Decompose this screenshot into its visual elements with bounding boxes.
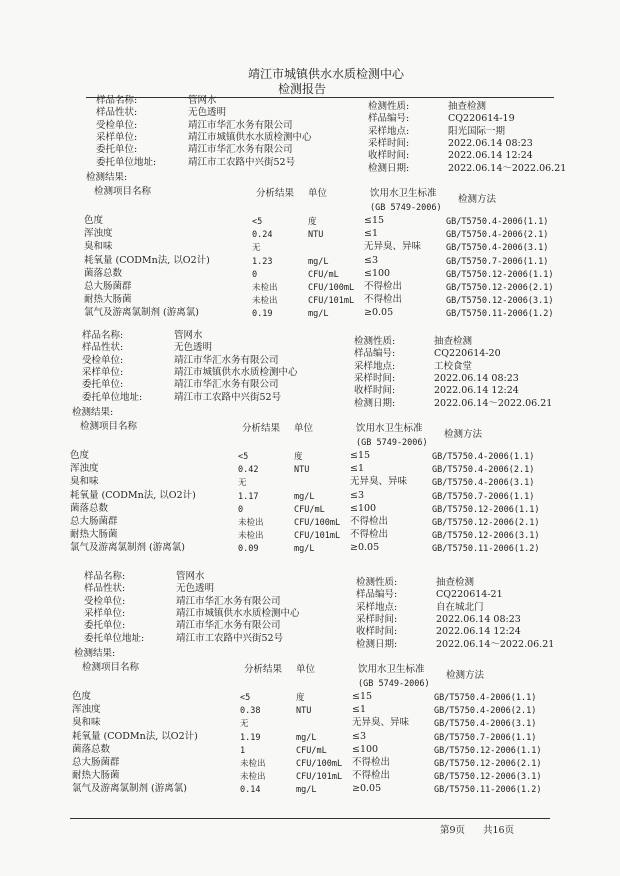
standard-code: (GB 5749-2006) [356, 438, 428, 448]
result-header: 分析结果 [242, 423, 281, 434]
sample-place: 自在城北门 [436, 601, 484, 613]
result-method: GB/T5750.12-2006(3.1) [446, 296, 554, 307]
result-method: GB/T5750.7-2006(1.1) [434, 732, 537, 743]
result-item: 耗氧量 (CODMn法, 以O2计) [72, 730, 198, 742]
unit-header: 单位 [294, 423, 314, 434]
result-item: 浑浊度 [70, 463, 99, 475]
sample-check-type: 抽查检测 [436, 577, 475, 588]
result-unit: NTU [294, 465, 310, 476]
result-method: GB/T5750.12-2006(2.1) [432, 518, 540, 528]
result-item: 浑浊度 [72, 704, 101, 716]
label-sample-no: 样品编号: [354, 348, 396, 360]
result-item: 氯气及游离氯制剂 (游离氯) [84, 307, 199, 319]
result-unit: mg/L [294, 491, 315, 502]
label-test-date: 检测日期: [368, 162, 410, 174]
result-item: 色度 [84, 215, 104, 226]
label-receiver: 受检单位: [96, 119, 138, 131]
label-receive-time: 收样时间: [356, 626, 398, 638]
result-standard: 不得检出 [364, 281, 403, 292]
result-method: GB/T5750.4-2006(3.1) [434, 719, 537, 730]
result-method: GB/T5750.4-2006(1.1) [432, 452, 535, 462]
result-item: 臭和味 [84, 241, 113, 253]
item-name-header: 检测项目名称 [80, 421, 138, 432]
sample-name: 管网水 [174, 330, 203, 341]
item-name-header: 检测项目名称 [94, 186, 152, 197]
label-sample-name: 样品名称: [84, 571, 126, 582]
result-value: <5 [238, 452, 249, 462]
result-item: 耐热大肠菌 [72, 770, 120, 782]
result-unit: NTU [308, 230, 324, 241]
label-sample-name: 样品名称: [96, 95, 138, 106]
result-item: 耗氧量 (CODMn法, 以O2计) [84, 254, 210, 266]
label-check-type: 检测性质: [368, 101, 410, 112]
result-standard: ≤100 [364, 267, 391, 279]
sample-props: 无色透明 [188, 107, 227, 119]
label-sample-props: 样品性状: [82, 342, 124, 354]
sample-test-date: 2022.06.14～2022.06.21 [448, 162, 567, 174]
result-header: 分析结果 [244, 664, 283, 675]
result-standard: 无异臭、异味 [364, 241, 422, 253]
label-test-date: 检测日期: [354, 397, 396, 409]
label-receive-time: 收样时间: [354, 385, 396, 397]
result-standard: ≤100 [352, 743, 379, 755]
result-unit: CFU/100mL [294, 518, 341, 528]
label-receive-time: 收样时间: [368, 150, 410, 162]
sample-test-date: 2022.06.14～2022.06.21 [436, 638, 555, 650]
results-heading: 检测结果: [86, 172, 128, 183]
sample-no: CQ220614-20 [434, 348, 501, 360]
result-value: 1 [240, 745, 246, 756]
result-value: 0.24 [252, 230, 273, 241]
result-value: 未检出 [240, 772, 266, 783]
sample-commissioner: 靖江市华汇水务有限公司 [176, 620, 281, 632]
footer-rule [70, 818, 550, 819]
result-value: 未检出 [252, 296, 278, 307]
result-unit: 度 [296, 693, 305, 703]
label-commissioner-addr: 委托单位地址: [84, 632, 145, 644]
result-value: 1.19 [240, 732, 261, 743]
result-value: 未检出 [238, 518, 264, 528]
result-method: GB/T5750.4-2006(3.1) [446, 243, 549, 254]
label-commissioner-addr: 委托单位地址: [96, 156, 157, 168]
standard-header: 饮用水卫生标准 [370, 188, 437, 199]
sample-no: CQ220614-21 [436, 589, 503, 601]
item-name-header: 检测项目名称 [82, 662, 140, 673]
result-value: 无 [252, 243, 261, 254]
result-standard: 无异臭、异味 [352, 717, 410, 729]
label-commissioner: 委托单位: [96, 144, 138, 156]
method-header: 检测方法 [444, 429, 483, 440]
result-value: 0.38 [240, 706, 261, 717]
result-value: 无 [240, 719, 249, 730]
result-value: 0.19 [252, 309, 273, 320]
result-method: GB/T5750.12-2006(2.1) [434, 759, 542, 769]
sample-check-type: 抽查检测 [434, 336, 473, 347]
result-method: GB/T5750.4-2006(2.1) [434, 706, 537, 717]
sample-receive-time: 2022.06.14 12:24 [448, 150, 533, 162]
standard-header: 饮用水卫生标准 [358, 664, 425, 675]
result-method: GB/T5750.7-2006(1.1) [432, 491, 535, 502]
result-method: GB/T5750.12-2006(1.1) [446, 269, 554, 280]
result-unit: mg/L [294, 544, 315, 555]
result-unit: mg/L [308, 256, 329, 267]
result-method: GB/T5750.4-2006(2.1) [446, 230, 549, 241]
result-unit: mg/L [296, 732, 317, 743]
result-standard: ≤100 [350, 502, 377, 514]
result-method: GB/T5750.12-2006(1.1) [432, 504, 540, 515]
method-header: 检测方法 [458, 194, 497, 205]
result-standard: ≤15 [350, 450, 371, 461]
sample-receive-time: 2022.06.14 12:24 [436, 626, 521, 638]
label-receiver: 受检单位: [82, 354, 124, 366]
result-value: 1.17 [238, 491, 259, 502]
label-commissioner: 委托单位: [82, 379, 124, 391]
label-sample-place: 采样地点: [354, 360, 396, 372]
result-method: GB/T5750.12-2006(2.1) [446, 283, 554, 293]
result-standard: ≤1 [364, 228, 379, 240]
label-sample-no: 样品编号: [356, 589, 398, 601]
result-unit: 度 [294, 452, 303, 462]
result-item: 臭和味 [72, 717, 101, 729]
standard-code: (GB 5749-2006) [370, 203, 442, 213]
result-standard: 不得检出 [364, 294, 403, 306]
label-sample-time: 采样时间: [368, 137, 410, 149]
standard-code: (GB 5749-2006) [358, 679, 430, 689]
unit-header: 单位 [308, 188, 328, 199]
sample-address: 靖江市工农路中兴街52号 [176, 632, 284, 644]
result-item: 菌落总数 [84, 267, 123, 279]
sample-commissioner: 靖江市华汇水务有限公司 [188, 144, 293, 156]
sample-commissioner: 靖江市华汇水务有限公司 [174, 379, 279, 391]
result-unit: CFU/100mL [308, 283, 355, 293]
result-value: 未检出 [252, 283, 278, 293]
sample-props: 无色透明 [176, 583, 215, 595]
result-value: 未检出 [240, 759, 266, 769]
header-rule [86, 97, 554, 98]
result-standard: ≤1 [352, 704, 367, 716]
result-method: GB/T5750.7-2006(1.1) [446, 256, 549, 267]
result-standard: ≤3 [352, 730, 367, 742]
label-receiver: 受检单位: [84, 595, 126, 607]
label-commissioner-addr: 委托单位地址: [82, 391, 143, 403]
result-unit: NTU [296, 706, 312, 717]
results-heading: 检测结果: [74, 648, 116, 659]
sample-place: 工校食堂 [434, 360, 473, 372]
result-unit: CFU/101mL [308, 296, 355, 307]
result-unit: CFU/101mL [294, 531, 341, 542]
sample-receiver: 靖江市华汇水务有限公司 [174, 354, 279, 366]
label-sample-place: 采样地点: [368, 125, 410, 137]
result-standard: ≥0.05 [350, 542, 380, 554]
result-value: 0.09 [238, 544, 259, 555]
sample-no: CQ220614-19 [448, 113, 515, 125]
sample-address: 靖江市工农路中兴街52号 [188, 156, 296, 168]
result-item: 耐热大肠菌 [84, 294, 132, 306]
label-sampler: 采样单位: [96, 131, 138, 143]
label-sample-place: 采样地点: [356, 601, 398, 613]
label-sampler: 采样单位: [84, 607, 126, 619]
result-value: 0.42 [238, 465, 259, 476]
result-item: 色度 [72, 691, 92, 702]
result-standard: ≤15 [352, 691, 373, 702]
sample-check-type: 抽查检测 [448, 101, 487, 112]
result-method: GB/T5750.12-2006(3.1) [434, 772, 542, 783]
label-sampler: 采样单位: [82, 366, 124, 378]
sample-name: 管网水 [176, 571, 205, 582]
result-value: 1.23 [252, 256, 273, 267]
result-unit: CFU/mL [296, 745, 327, 756]
result-method: GB/T5750.11-2006(1.2) [446, 309, 554, 320]
label-check-type: 检测性质: [356, 577, 398, 588]
results-heading: 检测结果: [72, 407, 114, 418]
result-standard: 不得检出 [352, 770, 391, 782]
result-item: 总大肠菌群 [84, 281, 132, 292]
result-method: GB/T5750.11-2006(1.2) [432, 544, 540, 555]
result-unit: 度 [308, 217, 317, 227]
result-method: GB/T5750.4-2006(2.1) [432, 465, 535, 476]
result-standard: ≥0.05 [352, 783, 382, 795]
result-method: GB/T5750.4-2006(1.1) [434, 693, 537, 703]
result-unit: CFU/101mL [296, 772, 343, 783]
sample-props: 无色透明 [174, 342, 213, 354]
result-method: GB/T5750.4-2006(1.1) [446, 217, 549, 227]
result-value: 无 [238, 478, 247, 489]
result-standard: 不得检出 [352, 757, 391, 768]
result-item: 总大肠菌群 [72, 757, 120, 768]
page-number: 第9页 [440, 825, 466, 836]
sample-receiver: 靖江市华汇水务有限公司 [188, 119, 293, 131]
result-item: 耗氧量 (CODMn法, 以O2计) [70, 489, 196, 501]
sample-place: 阳光国际一期 [448, 125, 506, 137]
result-unit: mg/L [308, 309, 329, 320]
result-standard: ≤3 [364, 254, 379, 266]
result-value: 0 [252, 269, 258, 280]
result-item: 氯气及游离氯制剂 (游离氯) [70, 542, 185, 554]
sample-name: 管网水 [188, 95, 217, 106]
label-sample-props: 样品性状: [96, 107, 138, 119]
result-item: 色度 [70, 450, 90, 461]
label-sample-time: 采样时间: [356, 613, 398, 625]
result-standard: ≥0.05 [364, 307, 394, 319]
label-check-type: 检测性质: [354, 336, 396, 347]
page-total: 共16页 [483, 825, 515, 836]
result-item: 耐热大肠菌 [70, 529, 118, 541]
sample-sample-time: 2022.06.14 08:23 [436, 613, 521, 625]
result-value: 未检出 [238, 531, 264, 542]
label-sample-name: 样品名称: [82, 330, 124, 341]
result-value: 0.14 [240, 785, 261, 796]
result-method: GB/T5750.11-2006(1.2) [434, 785, 542, 796]
result-value: 0 [238, 504, 244, 515]
sample-address: 靖江市工农路中兴街52号 [174, 391, 282, 403]
sample-sample-time: 2022.06.14 08:23 [448, 137, 533, 149]
result-item: 浑浊度 [84, 228, 113, 240]
result-value: <5 [240, 693, 251, 703]
sample-sampler: 靖江市城镇供水水质检测中心 [176, 607, 300, 619]
result-standard: 不得检出 [350, 529, 389, 541]
result-item: 菌落总数 [72, 743, 111, 755]
result-standard: ≤15 [364, 215, 385, 226]
result-method: GB/T5750.4-2006(3.1) [432, 478, 535, 489]
sample-sampler: 靖江市城镇供水水质检测中心 [188, 131, 312, 143]
result-item: 臭和味 [70, 476, 99, 488]
label-sample-time: 采样时间: [354, 372, 396, 384]
result-header: 分析结果 [256, 188, 295, 199]
result-item: 氯气及游离氯制剂 (游离氯) [72, 783, 187, 795]
result-item: 菌落总数 [70, 502, 109, 514]
org-title: 靖江市城镇供水水质检测中心 [248, 67, 405, 81]
sample-sampler: 靖江市城镇供水水质检测中心 [174, 366, 298, 378]
label-test-date: 检测日期: [356, 638, 398, 650]
standard-header: 饮用水卫生标准 [356, 423, 423, 434]
result-value: <5 [252, 217, 263, 227]
sample-test-date: 2022.06.14～2022.06.21 [434, 397, 553, 409]
sample-receiver: 靖江市华汇水务有限公司 [176, 595, 281, 607]
unit-header: 单位 [296, 664, 316, 675]
result-standard: ≤1 [350, 463, 365, 475]
result-method: GB/T5750.12-2006(1.1) [434, 745, 542, 756]
report-title: 检测报告 [278, 82, 327, 96]
sample-receive-time: 2022.06.14 12:24 [434, 385, 519, 397]
result-standard: ≤3 [350, 489, 365, 501]
method-header: 检测方法 [446, 670, 485, 681]
label-sample-no: 样品编号: [368, 113, 410, 125]
label-sample-props: 样品性状: [84, 583, 126, 595]
result-unit: CFU/100mL [296, 759, 343, 769]
result-unit: CFU/mL [308, 269, 339, 280]
result-unit: CFU/mL [294, 504, 325, 515]
result-item: 总大肠菌群 [70, 516, 118, 527]
sample-sample-time: 2022.06.14 08:23 [434, 372, 519, 384]
result-standard: 不得检出 [350, 516, 389, 527]
result-method: GB/T5750.12-2006(3.1) [432, 531, 540, 542]
result-standard: 无异臭、异味 [350, 476, 408, 488]
label-commissioner: 委托单位: [84, 620, 126, 632]
result-unit: mg/L [296, 785, 317, 796]
